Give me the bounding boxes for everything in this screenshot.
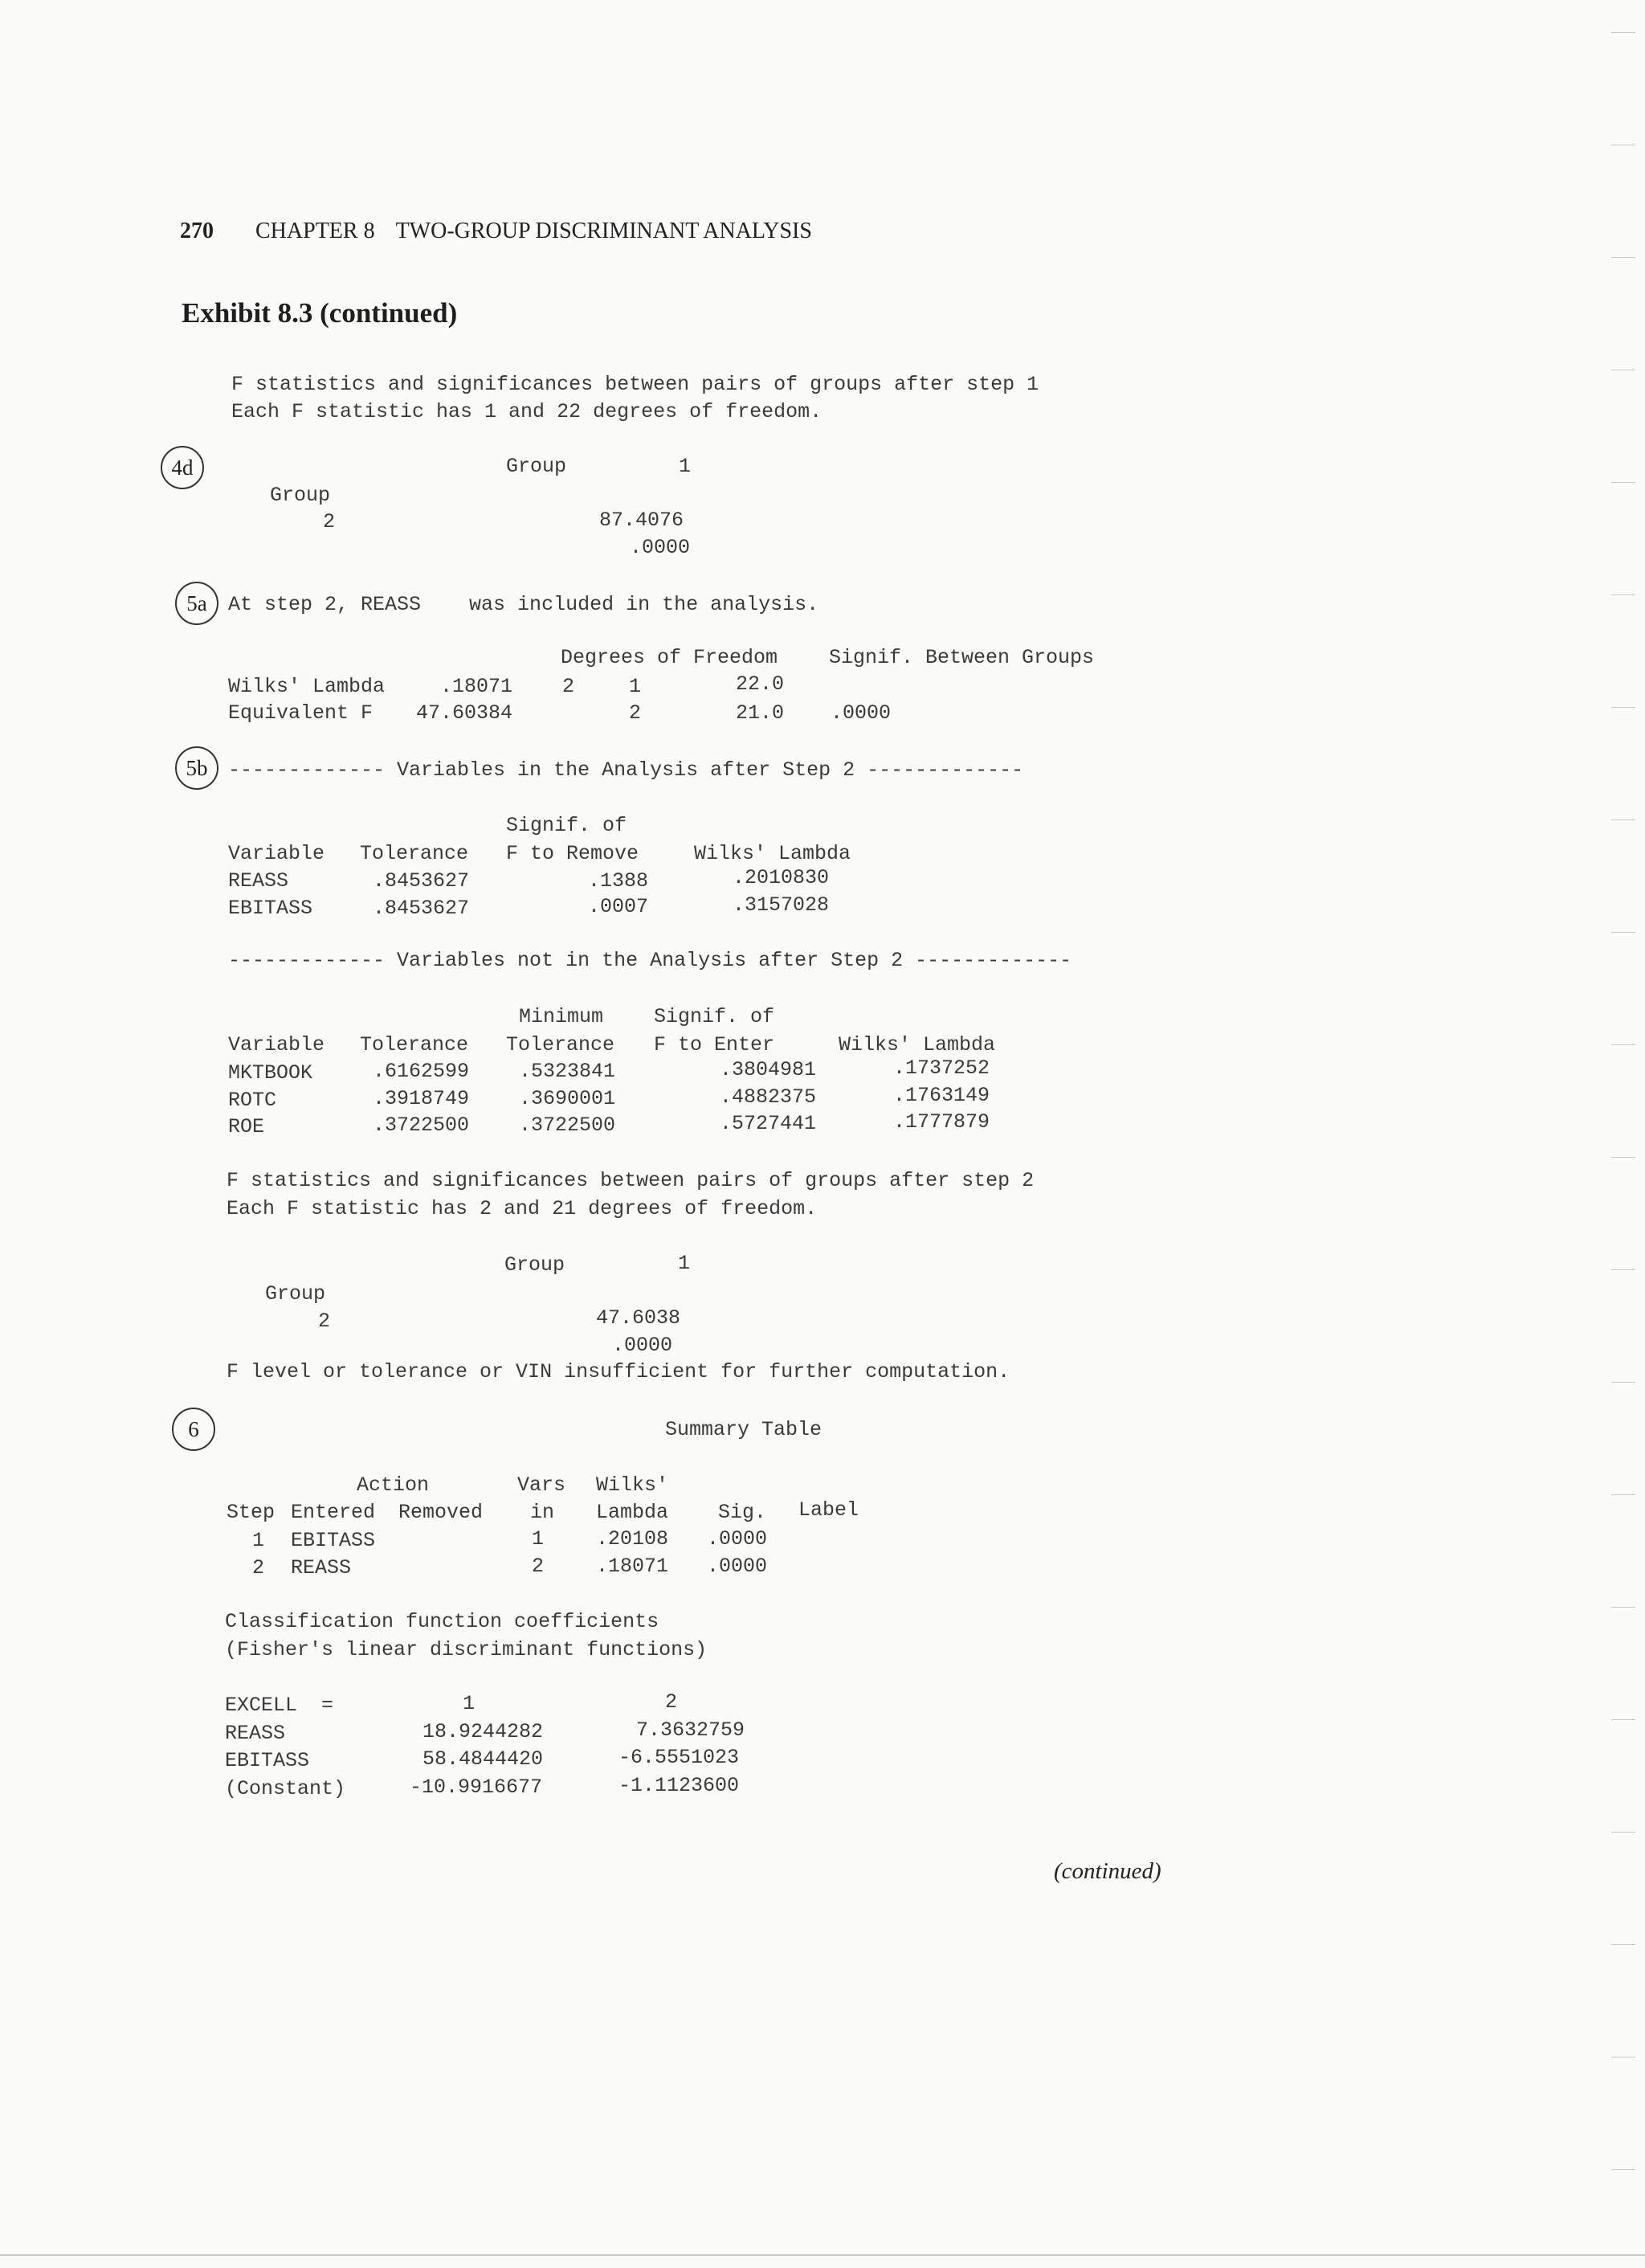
summary-col-wilks: Wilks': [596, 1473, 669, 1497]
table-row-c1: -10.9916677: [410, 1776, 543, 1799]
table-row-variable: REASS: [228, 869, 289, 893]
table-row-tolerance: .3918749: [373, 1087, 470, 1110]
table-row-sig: .0000: [707, 1555, 768, 1578]
wilks-lambda-label: Wilks' Lambda: [228, 675, 386, 698]
table-row-name: EBITASS: [225, 1749, 310, 1772]
scan-edge-mark: [1611, 482, 1635, 483]
wilks-df3: 22.0: [736, 672, 785, 696]
chapter-label: CHAPTER 8: [255, 219, 375, 243]
table-row-lambda: .18071: [596, 1555, 669, 1578]
scan-edge-mark: [1611, 932, 1635, 933]
table-row-f-enter: .3804981: [720, 1058, 817, 1081]
scan-edge-mark: [1611, 2057, 1635, 2058]
table-row-f-remove: .0007: [588, 895, 649, 918]
summary-col-step: Step: [227, 1501, 276, 1524]
step1-group-row-label: Group: [270, 484, 331, 507]
step2-pairs-line2: Each F statistic has 2 and 21 degrees of freedom.: [227, 1197, 818, 1220]
table-row-variable: ROTC: [228, 1089, 277, 1112]
table-row-vars: 1: [532, 1527, 545, 1551]
table-row-lambda: .20108: [596, 1527, 669, 1551]
summary-col-label: Label: [798, 1498, 859, 1522]
table-row-c1: 18.9244282: [422, 1720, 544, 1743]
table-row-variable: ROE: [228, 1115, 265, 1138]
step2-group-col-label: Group: [504, 1253, 565, 1277]
summary-col-removed: Removed: [398, 1501, 484, 1524]
scan-bottom-rule: [0, 2254, 1645, 2256]
step1-pairs-line2: Each F statistic has 1 and 22 degrees of freedom.: [231, 400, 822, 423]
marker-5b: 5b: [175, 746, 218, 790]
scan-edge-mark: [1611, 1382, 1635, 1383]
table-row-entered: REASS: [291, 1556, 352, 1579]
table-row-c2: -6.5551023: [618, 1746, 740, 1769]
eqf-df2: 21.0: [736, 701, 785, 725]
table-row-wilks: .3157028: [733, 893, 830, 917]
notin-col-f-enter: F to Enter: [654, 1033, 775, 1056]
marker-6: 6: [172, 1408, 215, 1451]
table-row-c1: 58.4844420: [422, 1747, 544, 1771]
summary-col-lambda: Lambda: [596, 1501, 669, 1524]
equivalent-f-value: 47.60384: [416, 701, 513, 725]
notin-col-tolerance: Tolerance: [360, 1033, 469, 1056]
eqf-sig: .0000: [831, 701, 892, 725]
marker-5a: 5a: [175, 582, 218, 625]
scan-edge-mark: [1611, 32, 1635, 33]
scan-edge-mark: [1611, 707, 1635, 708]
notin-col-min-tolerance: Tolerance: [506, 1033, 615, 1056]
classification-line1: Classification function coefficients: [225, 1610, 659, 1633]
summary-title: Summary Table: [665, 1418, 822, 1441]
step1-sig: .0000: [630, 536, 691, 559]
step2-sig: .0000: [612, 1334, 673, 1357]
scan-edge-mark: [1611, 819, 1635, 820]
notin-col-signif-of: Signif. of: [654, 1005, 775, 1028]
eqf-df1: 2: [629, 701, 642, 725]
scan-edge-mark: [1611, 1269, 1635, 1270]
wilks-df1: 2: [562, 675, 575, 698]
table-row-wilks: .1763149: [893, 1084, 990, 1107]
table-row-tolerance: .3722500: [373, 1114, 470, 1137]
scan-edge-mark: [1611, 1607, 1635, 1608]
step2-group-col-value: 1: [678, 1252, 691, 1275]
insufficient-note: F level or tolerance or VIN insufficient for further computation.: [227, 1360, 1010, 1383]
table-row-step: 2: [252, 1556, 265, 1579]
step1-group-row-value: 2: [323, 510, 336, 533]
notin-col-variable: Variable: [228, 1033, 325, 1056]
equivalent-f-label: Equivalent F: [228, 701, 373, 725]
table-row-c2: 7.3632759: [636, 1718, 745, 1742]
marker-4d: 4d: [161, 446, 204, 489]
summary-col-entered: Entered: [291, 1501, 376, 1524]
summary-col-in: in: [530, 1501, 555, 1524]
scan-edge-mark: [1611, 2169, 1635, 2170]
scan-edge-mark: [1611, 1157, 1635, 1158]
exhibit-title: Exhibit 8.3 (continued): [182, 297, 458, 329]
classification-line2: (Fisher's linear discriminant functions): [225, 1638, 708, 1661]
table-row-wilks: .1777879: [893, 1110, 990, 1134]
table-row-vars: 2: [532, 1555, 545, 1578]
table-row-sig: .0000: [707, 1527, 768, 1551]
table-row-step: 1: [252, 1529, 265, 1552]
table-row-min-tolerance: .3690001: [519, 1087, 616, 1110]
step2-f-value: 47.6038: [596, 1306, 681, 1330]
scan-edge-mark: [1611, 257, 1635, 258]
table-row-tolerance: .8453627: [373, 869, 470, 893]
table-row-tolerance: .8453627: [373, 897, 470, 920]
in-col-tolerance: Tolerance: [360, 842, 469, 865]
table-row-name: REASS: [225, 1722, 286, 1745]
table-row-variable: MKTBOOK: [228, 1061, 313, 1085]
table-row-wilks: .2010830: [733, 866, 830, 889]
scan-edge-mark: [1611, 1044, 1635, 1045]
step1-f-value: 87.4076: [599, 509, 684, 532]
classification-head-c1: 1: [463, 1692, 476, 1715]
in-col-signif-of: Signif. of: [506, 814, 627, 837]
table-row-wilks: .1737252: [893, 1056, 990, 1080]
step1-group-col-value: 1: [679, 455, 692, 478]
in-analysis-heading: ------------- Variables in the Analysis after Step 2 -------------: [228, 758, 1024, 782]
in-col-f-remove: F to Remove: [506, 842, 639, 865]
page-number: 270: [180, 219, 214, 243]
notin-col-minimum: Minimum: [519, 1005, 604, 1028]
notin-col-wilks: Wilks' Lambda: [839, 1033, 996, 1056]
classification-head-c2: 2: [665, 1690, 678, 1714]
chapter-title: TWO-GROUP DISCRIMINANT ANALYSIS: [395, 219, 812, 243]
step2-pairs-line1: F statistics and significances between pairs of groups after step 2: [227, 1169, 1035, 1192]
table-row-min-tolerance: .3722500: [519, 1114, 616, 1137]
table-row-f-enter: .5727441: [720, 1112, 817, 1135]
table-row-f-enter: .4882375: [720, 1085, 817, 1109]
summary-col-action: Action: [357, 1473, 430, 1497]
table-row-variable: EBITASS: [228, 897, 313, 920]
table-row-tolerance: .6162599: [373, 1060, 470, 1083]
wilks-df2: 1: [629, 675, 642, 698]
in-col-variable: Variable: [228, 842, 325, 865]
df-header: Degrees of Freedom: [561, 646, 778, 669]
table-row-name: (Constant): [225, 1777, 346, 1800]
table-row-f-remove: .1388: [588, 869, 649, 893]
running-head: [180, 219, 812, 244]
scan-edge-mark: [1611, 1944, 1635, 1945]
signif-between-header: Signif. Between Groups: [829, 646, 1095, 669]
table-row-min-tolerance: .5323841: [519, 1060, 616, 1083]
classification-head-var: EXCELL =: [225, 1694, 334, 1717]
step1-pairs-line1: F statistics and significances between pairs of groups after step 1: [231, 373, 1039, 396]
step2-included-text: At step 2, REASS was included in the analysis.: [228, 593, 819, 616]
step2-group-row-label: Group: [265, 1282, 326, 1306]
scan-edge-mark: [1611, 1832, 1635, 1833]
wilks-lambda-value: .18071: [440, 675, 513, 698]
summary-col-vars: Vars: [517, 1473, 566, 1497]
summary-col-sig: Sig.: [718, 1501, 767, 1524]
step2-group-row-value: 2: [318, 1310, 331, 1333]
continued-note: (continued): [1054, 1858, 1161, 1884]
step1-group-col-label: Group: [506, 455, 567, 478]
in-col-wilks: Wilks' Lambda: [694, 842, 851, 865]
scan-edge-mark: [1611, 1494, 1635, 1495]
table-row-entered: EBITASS: [291, 1529, 376, 1552]
scan-edge-mark: [1611, 1719, 1635, 1720]
table-row-c2: -1.1123600: [618, 1774, 740, 1797]
not-in-analysis-heading: ------------- Variables not in the Analysis after Step 2 -------------: [228, 949, 1072, 972]
